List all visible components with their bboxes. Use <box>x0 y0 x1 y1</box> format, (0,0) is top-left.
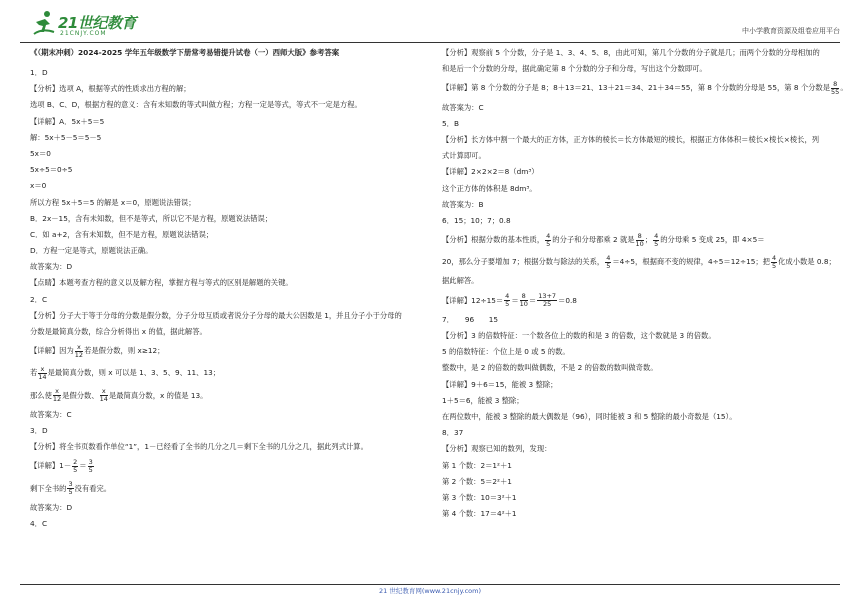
text-line: 【分析】长方体中割一个最大的正方体，正方体的棱长＝长方体最短的棱长，根据正方体体积＝棱长×棱长×棱长，列 <box>442 134 820 144</box>
fraction-denominator: 5 <box>88 465 93 474</box>
text-line: 第 3 个数：10＝3²＋1 <box>442 492 517 502</box>
fraction-denominator: 14 <box>38 372 47 381</box>
fraction <box>771 255 777 270</box>
fraction <box>88 459 94 474</box>
text-line: 故答案为：D <box>30 262 73 272</box>
fraction <box>504 293 510 308</box>
text-line: 3．D <box>30 425 48 435</box>
fraction <box>545 233 551 248</box>
fraction <box>38 366 46 381</box>
text-line: 7． 96 15 <box>442 314 499 324</box>
logo-sub-text: 21CNJY.COM <box>60 30 107 37</box>
right-column <box>442 48 848 525</box>
line-text: 的分子和分母都乘 2 就是 <box>552 235 635 245</box>
fraction-denominator: 12 <box>52 395 62 404</box>
text-line: 【详解】2×2×2＝8（dm³） <box>442 167 539 177</box>
text-line: 5 的倍数特征：个位上是 0 或 5 的数。 <box>442 347 570 357</box>
fraction-numerator: 8 <box>831 81 839 89</box>
line-text: 是最简真分数，x 的值是 13。 <box>108 390 208 400</box>
fraction <box>537 293 557 308</box>
fraction-numerator: x <box>38 366 46 374</box>
line-text: ； <box>644 235 653 245</box>
line-text: 若是假分数，则 x≥12； <box>84 346 165 356</box>
line-text: 没有看完。 <box>74 483 112 493</box>
text-line: 5x÷5＝0÷5 <box>30 165 73 175</box>
math-line <box>30 343 422 359</box>
page-footer: 21 世纪教育网(www.21cnjy.com) <box>379 587 481 595</box>
text-line: 【分析】观察前 5 个分数，分子是 1、3、4、5、8，由此可知，第几个分数的分子就是几；而两个分数的分母相加的 <box>442 48 820 57</box>
text-line: 4．C <box>30 518 48 528</box>
site-logo <box>30 8 160 38</box>
fraction <box>72 459 78 474</box>
fraction-denominator: 5 <box>505 300 510 309</box>
text-line: 1．D <box>30 68 48 77</box>
line-text: ＝0.8 <box>558 295 577 305</box>
line-text: 【详解】1－ <box>30 461 72 471</box>
fraction <box>653 233 659 248</box>
fraction <box>67 481 73 496</box>
fraction-numerator: 4 <box>546 231 551 240</box>
fraction <box>831 81 839 96</box>
text-line: 在两位数中，能被 3 整除的最大偶数是（96），同时能被 3 和 5 整除的最小奇数是（15）。 <box>442 411 737 421</box>
fraction-numerator: 4 <box>771 253 777 262</box>
text-line: 和是后一个分数的分母，据此确定第 8 个分数的分子和分母，写出这个分数即可。 <box>442 64 707 74</box>
text-line: 6．15；10；7；0.8 <box>442 215 511 225</box>
text-line: 选项 B、C、D，根据方程的意义：含有未知数的等式叫做方程；方程一定是等式，等式不一定是方程。 <box>30 100 362 110</box>
text-line: 整数中，是 2 的倍数的数叫做偶数，不是 2 的倍数的数叫做奇数。 <box>442 363 658 373</box>
logo-main-text: 21世纪教育 <box>58 14 136 32</box>
text-line: 解：5x＋5－5＝5－5 <box>30 132 102 142</box>
line-text: 化成小数是 0.8； <box>778 257 836 267</box>
fraction-numerator: 2 <box>73 457 78 466</box>
fraction <box>636 233 644 248</box>
fraction-numerator: 8 <box>636 233 644 241</box>
fraction-numerator: x <box>75 344 83 352</box>
left-column <box>30 48 422 535</box>
text-line: 5．B <box>442 118 459 128</box>
text-line: 第 1 个数：2＝1²＋1 <box>442 460 512 470</box>
line-text: 【分析】根据分数的基本性质， <box>442 235 545 245</box>
fraction-numerator: 8 <box>520 293 528 301</box>
fraction <box>100 388 108 403</box>
line-text: 是假分数、 <box>62 390 99 400</box>
text-line: 【详解】A．5x＋5＝5 <box>30 116 105 126</box>
fraction-denominator: 5 <box>73 465 78 474</box>
text-line: 分数是最简真分数，综合分析得出 x 的值，据此解答。 <box>30 327 207 336</box>
answer-key-title: 《（期末冲刺）2024-2025 学年五年级数学下册常考易错提升试卷（一）西师大版》参考答案 <box>30 48 340 57</box>
fraction-denominator: 14 <box>99 395 108 404</box>
line-text: 【详解】第 8 个分数的分子是 8；8＋13＝21、13＋21＝34、21＋34＝55，第 8 个分数的分母是 55，第 8 个分数是 <box>442 83 831 93</box>
line-text: ＝4÷5，根据商不变的规律，4÷5＝12÷15；把 <box>612 257 770 267</box>
fraction-numerator: 3 <box>88 457 93 466</box>
text-line: 【分析】将全书页数看作单位“1”，1－已经看了全书的几分之几＝剩下全书的几分之几，据此列式计算。 <box>30 442 368 452</box>
line-text: 剩下全书的 <box>30 483 67 493</box>
text-line: D．方程一定是等式，原题说法正确。 <box>30 246 153 256</box>
math-line <box>30 481 422 497</box>
page-header <box>20 8 840 42</box>
text-line: 1＋5＝6，能被 3 整除； <box>442 395 524 405</box>
fraction-numerator: x <box>100 388 108 396</box>
text-line: 【分析】3 的倍数特征：一个数各位上的数的和是 3 的倍数，这个数就是 3 的倍数。 <box>442 331 716 340</box>
fraction-denominator: 10 <box>635 239 644 248</box>
text-line: 第 2 个数：5＝2²＋1 <box>442 476 512 486</box>
fraction-numerator: 4 <box>654 231 659 240</box>
fraction-numerator: x <box>53 388 61 396</box>
text-line: 2．C <box>30 294 48 304</box>
fraction-denominator: 5 <box>606 261 611 270</box>
fraction-denominator: 5 <box>771 261 777 270</box>
text-line: 所以方程 5x＋5＝5 的解是 x＝0，原题说法错误； <box>30 197 196 207</box>
fraction-denominator: 10 <box>519 300 528 309</box>
text-line: 第 4 个数：17＝4²＋1 <box>442 509 517 519</box>
line-text: ＝ <box>511 295 519 305</box>
fraction-denominator: 12 <box>74 350 84 359</box>
runner-icon <box>32 10 56 36</box>
text-line: 【分析】分子大于等于分母的分数是假分数，分子分母互质或者说分子分母的最大公因数是 1，并且分子小于分母的 <box>30 310 402 320</box>
text-line: 【详解】9＋6＝15，能被 3 整除； <box>442 379 558 389</box>
math-line <box>30 458 422 474</box>
math-line <box>442 254 834 270</box>
text-line: 故答案为：C <box>442 102 484 112</box>
text-line: x＝0 <box>30 181 47 191</box>
text-line: 【分析】选项 A，根据等式的性质求出方程的解； <box>30 84 191 94</box>
text-line: B．2x－15，含有未知数，但不是等式，所以它不是方程，原题说法错误； <box>30 213 273 223</box>
line-text: 。 <box>840 83 848 93</box>
footer-divider <box>20 584 840 585</box>
fraction-numerator: 3 <box>68 480 73 488</box>
text-line: C．如 a+2，含有未知数，但不是方程，原题说法错误； <box>30 229 214 239</box>
text-line: 5x＝0 <box>30 148 51 158</box>
math-line <box>442 232 834 248</box>
line-text: 那么使 <box>30 390 52 400</box>
platform-name: 中小学教育资源及组卷应用平台 <box>742 27 840 35</box>
fraction <box>605 255 611 270</box>
fraction-numerator: 4 <box>606 253 611 262</box>
fraction-denominator: 25 <box>542 300 552 309</box>
text-line: 式计算即可。 <box>442 151 486 161</box>
text-line: 8．37 <box>442 428 464 438</box>
math-line <box>30 388 422 404</box>
text-line: 故答案为：C <box>30 409 72 419</box>
text-line: 【点睛】本题考查方程的意义以及解方程，掌握方程与等式的区别是解题的关键。 <box>30 278 293 288</box>
fraction <box>53 388 61 403</box>
line-text: 若 <box>30 368 38 378</box>
header-divider <box>20 42 840 43</box>
fraction-numerator: 13+7 <box>538 292 557 301</box>
line-text: 【详解】因为 <box>30 346 74 356</box>
fraction <box>75 344 83 359</box>
fraction-denominator: 5 <box>654 239 659 248</box>
line-text: ＝ <box>528 295 537 305</box>
math-line <box>442 293 834 309</box>
math-line <box>30 365 422 381</box>
line-text: 【详解】12÷15＝ <box>442 295 504 305</box>
fraction-numerator: 4 <box>505 292 510 301</box>
text-line: 这个正方体的体积是 8dm³。 <box>442 183 537 193</box>
fraction <box>520 293 528 308</box>
fraction-denominator: 5 <box>68 488 73 496</box>
text-line: 故答案为：B <box>442 199 484 209</box>
line-text: 20，那么分子要增加 7；根据分数与除法的关系， <box>442 257 605 267</box>
fraction-denominator: 5 <box>546 239 551 248</box>
text-line: 据此解答。 <box>442 276 479 286</box>
line-text: ＝ <box>79 461 87 471</box>
math-line <box>442 79 848 96</box>
line-text: 的分母乘 5 变成 25，即 4×5＝ <box>660 235 765 245</box>
text-line: 【分析】观察已知的数列，发现： <box>442 444 552 454</box>
fraction-denominator: 55 <box>831 87 840 96</box>
text-line: 故答案为：D <box>30 502 73 512</box>
line-text: 是最简真分数，则 x 可以是 1、3、5、9、11、13； <box>47 368 221 378</box>
